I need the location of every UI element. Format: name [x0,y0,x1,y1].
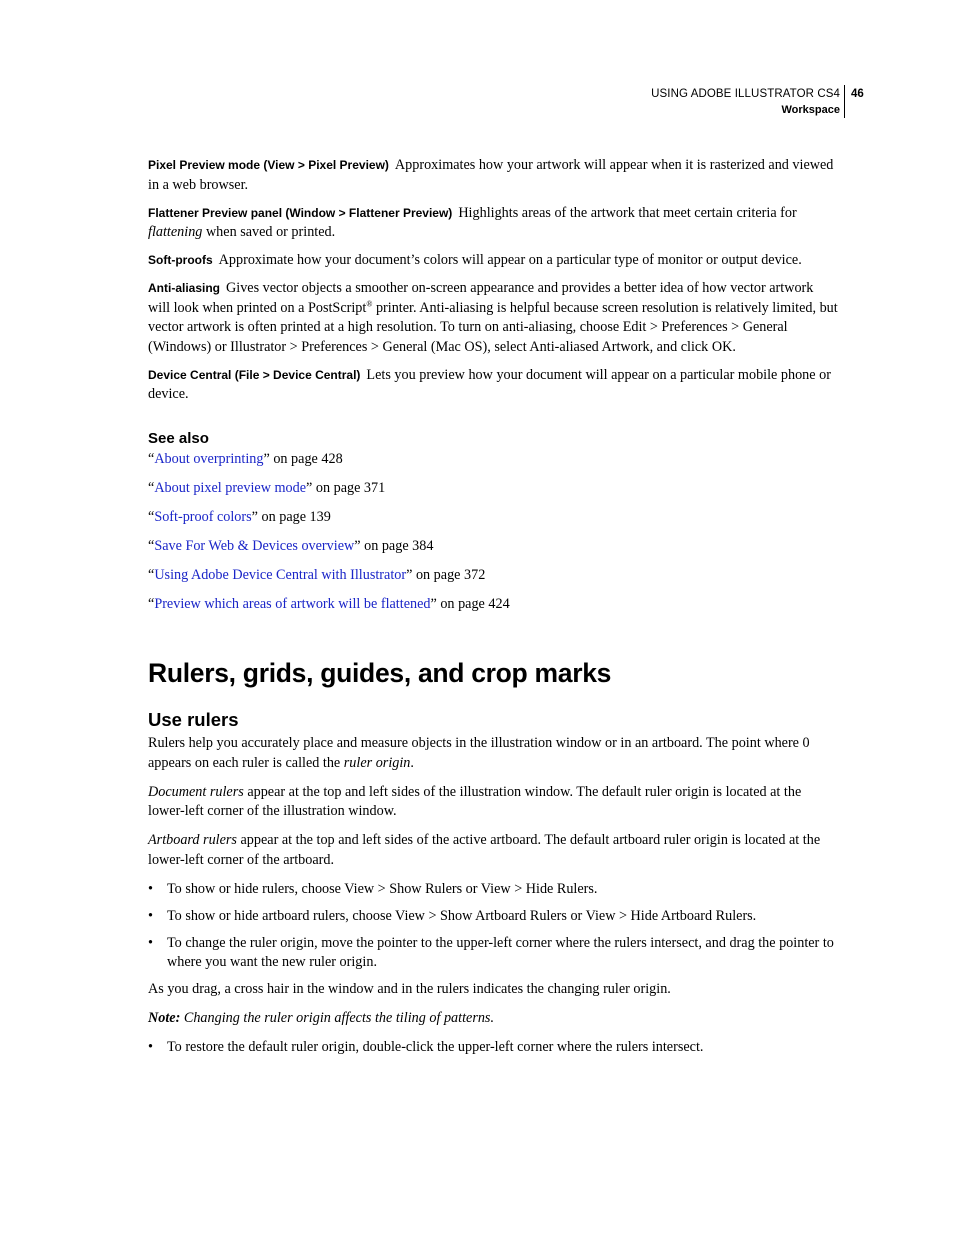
note-label: Note: [148,1010,181,1026]
page-reference: ” on page 424 [430,595,510,612]
page-reference: ” on page 428 [263,450,343,467]
header-section: Workspace [781,104,840,116]
note [148,1009,838,1029]
paragraph-intro [148,734,838,773]
definition-text-end: when saved or printed. [202,224,336,240]
cross-reference-link[interactable]: Soft-proof colors [154,508,252,525]
section-title: Rulers, grids, guides, and crop marks [148,658,612,688]
bullet: • [148,1039,153,1055]
paragraph-text: appear at the top and left sides of the illustration window. The default ruler origin is located at the lower-left corner of the illustration window. [148,783,802,819]
list-item [148,934,838,973]
registered-mark: ® [366,298,373,308]
running-header [651,86,840,118]
definition-text: Approximates how your artwork will appear when it is rasterized and viewed in a web browser. [148,157,834,193]
bullet-list [148,1038,838,1058]
open-quote: “ [148,566,155,583]
definition-text: Highlights areas of the artwork that meet certain criteria for [458,204,797,221]
paragraph-text: appear at the top and left sides of the active artboard. The default artboard ruler origin is located at the lower-left corner of the artboard. [148,832,821,868]
cross-reference-link[interactable]: Preview which areas of artwork will be flattened [154,595,431,612]
paragraph-text-end: . [410,754,414,771]
term-emphasis: ruler origin [343,754,411,771]
bullet: • [148,907,153,924]
open-quote: “ [148,595,155,612]
page-reference: ” on page 384 [354,537,434,554]
page-reference: ” on page 372 [406,566,486,583]
list-item-text: To change the ruler origin, move the pointer to the upper-left corner where the rulers intersect, and drag the pointer to where you want the new ruler origin. [167,934,834,970]
header-divider [844,85,845,118]
term-emphasis: Artboard rulers [148,832,237,848]
see-also-item [148,595,838,615]
page-reference: ” on page 139 [251,508,331,525]
list-item [148,1038,838,1058]
definition-anti-aliasing [148,279,838,357]
subsection-title: Use rulers [148,709,239,730]
paragraph-text: Rulers help you accurately place and measure objects in the illustration window or in an artboard. The point where 0 appears on each ruler is called the [148,735,810,771]
paragraph-artboard-rulers [148,831,838,870]
paragraph-drag: As you drag, a cross hair in the window and in the rulers indicates the changing ruler origin. [148,981,671,997]
list-item-text: To show or hide artboard rulers, choose View > Show Artboard Rulers or View > Hide Artboard Rulers. [167,907,757,924]
definition-text: Approximate how your document’s colors will appear on a particular type of monitor or output device. [218,252,802,268]
open-quote: “ [148,479,155,496]
open-quote: “ [148,508,155,525]
bullet: • [148,934,153,951]
see-also-item [148,508,838,528]
definition-text: Gives vector objects a smoother on-screen appearance and provides a better idea of how vector artwork will look when printed on a PostScript [148,280,814,316]
definition-flattener-preview [148,204,838,243]
page-reference: ” on page 371 [306,479,386,496]
see-also-item [148,537,838,557]
definition-soft-proofs [148,251,838,271]
open-quote: “ [148,450,155,467]
cross-reference-link[interactable]: Save For Web & Devices overview [154,537,355,554]
see-also-item [148,479,838,499]
definition-term: Soft-proofs [148,253,213,267]
definition-pixel-preview [148,156,838,195]
definition-text-end: printer. Anti-aliasing is helpful because screen resolution is relatively limited, but vector artwork is often printed at a high resolution. To turn on anti-aliasing, choose Edit > Preferences > General (Windows) or Illustrator > Preferences > General (Mac OS), select Anti-aliased Artwork, and click OK. [148,299,838,355]
list-item-text: To show or hide rulers, choose View > Show Rulers or View > Hide Rulers. [167,880,598,897]
cross-reference-link[interactable]: About pixel preview mode [154,479,307,496]
list-item-text: To restore the default ruler origin, double-click the upper-left corner where the rulers intersect. [167,1039,704,1055]
term-emphasis: Document rulers [148,783,244,800]
bullet-list [148,880,838,973]
bullet: • [148,880,153,897]
paragraph-document-rulers [148,783,838,822]
definition-term: Pixel Preview mode (View > Pixel Preview) [148,158,389,172]
cross-reference-link[interactable]: About overprinting [154,450,264,467]
see-also-heading: See also [148,429,209,447]
page-number: 46 [851,88,864,100]
note-text: Changing the ruler origin affects the tiling of patterns. [180,1010,495,1026]
see-also-item [148,566,838,586]
see-also-item [148,450,838,470]
cross-reference-link[interactable]: Using Adobe Device Central with Illustrator [154,566,407,583]
definition-term: Flattener Preview panel (Window > Flattener Preview) [148,205,453,220]
open-quote: “ [148,537,155,554]
list-item [148,907,838,927]
definition-text: Lets you preview how your document will appear on a particular mobile phone or device. [148,366,831,402]
definition-emphasis: flattening [148,224,203,240]
page-body [148,156,838,1065]
definition-term: Device Central (File > Device Central) [148,367,361,382]
definition-device-central [148,366,838,405]
definition-term: Anti-aliasing [148,281,221,295]
list-item [148,880,838,900]
header-doc-title: USING ADOBE ILLUSTRATOR CS4 [651,88,840,100]
